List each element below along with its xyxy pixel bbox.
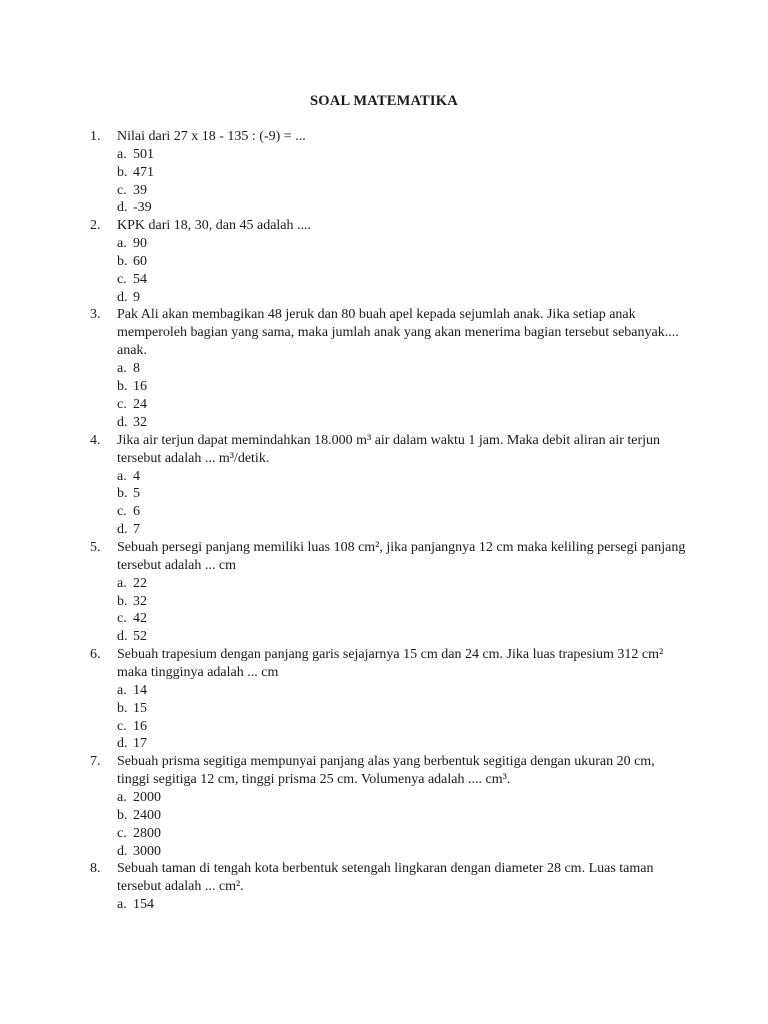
option-letter: d. [117,414,128,430]
option-text: 154 [133,897,154,913]
answer-option [117,253,690,271]
question-text: KPK dari 18, 30, dan 45 adalah .... [117,218,312,234]
option-text: 7 [133,521,140,537]
option-letter: a. [117,897,127,913]
question-item [90,432,690,539]
answer-option [117,843,690,861]
answer-option [117,199,690,217]
option-text: 2800 [133,825,161,841]
option-text: 14 [133,682,147,698]
page-title: SOAL MATEMATIKA [310,93,458,109]
option-letter: b. [117,593,128,609]
question-text: Sebuah prisma segitiga mempunyai panjang alas yang berbentuk segitiga dengan ukuran 20 cm, tinggi segitiga 12 cm, tinggi prisma 25 cm. Volumenya adalah .... cm³. [117,754,655,788]
answer-option [117,146,690,164]
option-list [117,682,690,753]
option-letter: d. [117,289,128,305]
option-letter: a. [117,236,127,252]
question-text: Jika air terjun dapat memindahkan 18.000 m³ air dalam waktu 1 jam. Maka debit aliran air terjun tersebut adalah ... m³/detik. [117,432,661,466]
answer-option [117,682,690,700]
option-text: 42 [133,611,147,627]
option-text: 17 [133,736,147,752]
option-text: 5 [133,486,140,502]
answer-option [117,468,690,486]
option-text: 16 [133,379,147,395]
option-text: 39 [133,182,147,198]
option-text: 9 [133,289,140,305]
option-text: 22 [133,575,147,591]
option-list [117,575,690,646]
question-item [90,306,690,431]
answer-option [117,521,690,539]
option-letter: b. [117,164,128,180]
answer-option [117,235,690,253]
question-number: 6. [90,646,101,662]
option-text: 3000 [133,843,161,859]
option-letter: d. [117,843,128,859]
answer-option [117,289,690,307]
option-text: 471 [133,164,154,180]
question-text: Sebuah taman di tengah kota berbentuk setengah lingkaran dengan diameter 28 cm. Luas taman tersebut adalah ... cm². [117,861,654,895]
question-text: Sebuah persegi panjang memiliki luas 108 cm², jika panjangnya 12 cm maka keliling persegi panjang tersebut adalah ... cm [117,539,686,573]
question-item [90,539,690,646]
option-letter: b. [117,253,128,269]
option-letter: a. [117,468,127,484]
question-item [90,217,690,306]
option-letter: c. [117,718,127,734]
answer-option [117,164,690,182]
option-letter: d. [117,200,128,216]
option-list [117,360,690,431]
option-text: 90 [133,236,147,252]
option-text: 4 [133,468,140,484]
question-number: 7. [90,754,101,770]
option-text: 32 [133,593,147,609]
answer-option [117,378,690,396]
question-number: 1. [90,129,101,144]
answer-option [117,700,690,718]
option-text: 54 [133,271,147,287]
option-letter: a. [117,790,127,806]
answer-option [117,789,690,807]
question-text: Nilai dari 27 x 18 - 135 : (-9) = ... [117,129,306,144]
answer-option [117,593,690,611]
question-item [90,128,690,217]
answer-option [117,735,690,753]
question-number: 4. [90,432,101,448]
answer-option [117,485,690,503]
option-list [117,468,690,539]
question-number: 3. [90,307,101,323]
option-letter: c. [117,825,127,841]
answer-option [117,628,690,646]
option-letter: b. [117,807,128,823]
option-text: 15 [133,700,147,716]
question-number: 8. [90,861,101,877]
option-letter: a. [117,575,127,591]
option-letter: b. [117,700,128,716]
option-letter: c. [117,182,127,198]
option-letter: d. [117,736,128,752]
option-text: 6 [133,504,140,520]
answer-option [117,503,690,521]
question-list [90,128,690,914]
answer-option [117,610,690,628]
option-letter: d. [117,521,128,537]
option-text: 52 [133,629,147,645]
option-text: 60 [133,253,147,269]
option-letter: c. [117,504,127,520]
option-text: 24 [133,396,147,412]
question-text: Pak Ali akan membagikan 48 jeruk dan 80 buah apel kepada sejumlah anak. Jika setiap anak memperoleh bagian yang sama, maka jumlah anak yang akan menerima bagian tersebut sebanyak.... anak. [117,307,679,359]
question-item [90,860,690,914]
option-letter: c. [117,611,127,627]
option-letter: a. [117,147,127,162]
answer-option [117,718,690,736]
option-letter: b. [117,379,128,395]
answer-option [117,825,690,843]
option-list [117,235,690,306]
option-letter: a. [117,361,127,377]
answer-option [117,360,690,378]
question-number: 5. [90,539,101,555]
option-letter: c. [117,271,127,287]
answer-option [117,271,690,289]
question-text: Sebuah trapesium dengan panjang garis sejajarnya 15 cm dan 24 cm. Jika luas trapesium 312 cm² maka tingginya adalah ... cm [117,646,664,680]
option-text: 2000 [133,790,161,806]
question-item [90,753,690,860]
question-item [90,646,690,753]
option-letter: b. [117,486,128,502]
option-text: 501 [133,147,154,162]
option-text: 8 [133,361,140,377]
answer-option [117,182,690,200]
answer-option [117,575,690,593]
answer-option [117,807,690,825]
option-list [117,146,690,217]
option-letter: a. [117,682,127,698]
option-text: 2400 [133,807,161,823]
option-list [117,896,690,914]
option-text: -39 [133,200,152,216]
option-text: 16 [133,718,147,734]
option-list [117,789,690,860]
option-text: 32 [133,414,147,430]
answer-option [117,896,690,914]
option-letter: d. [117,629,128,645]
question-number: 2. [90,218,101,234]
answer-option [117,414,690,432]
option-letter: c. [117,396,127,412]
answer-option [117,396,690,414]
